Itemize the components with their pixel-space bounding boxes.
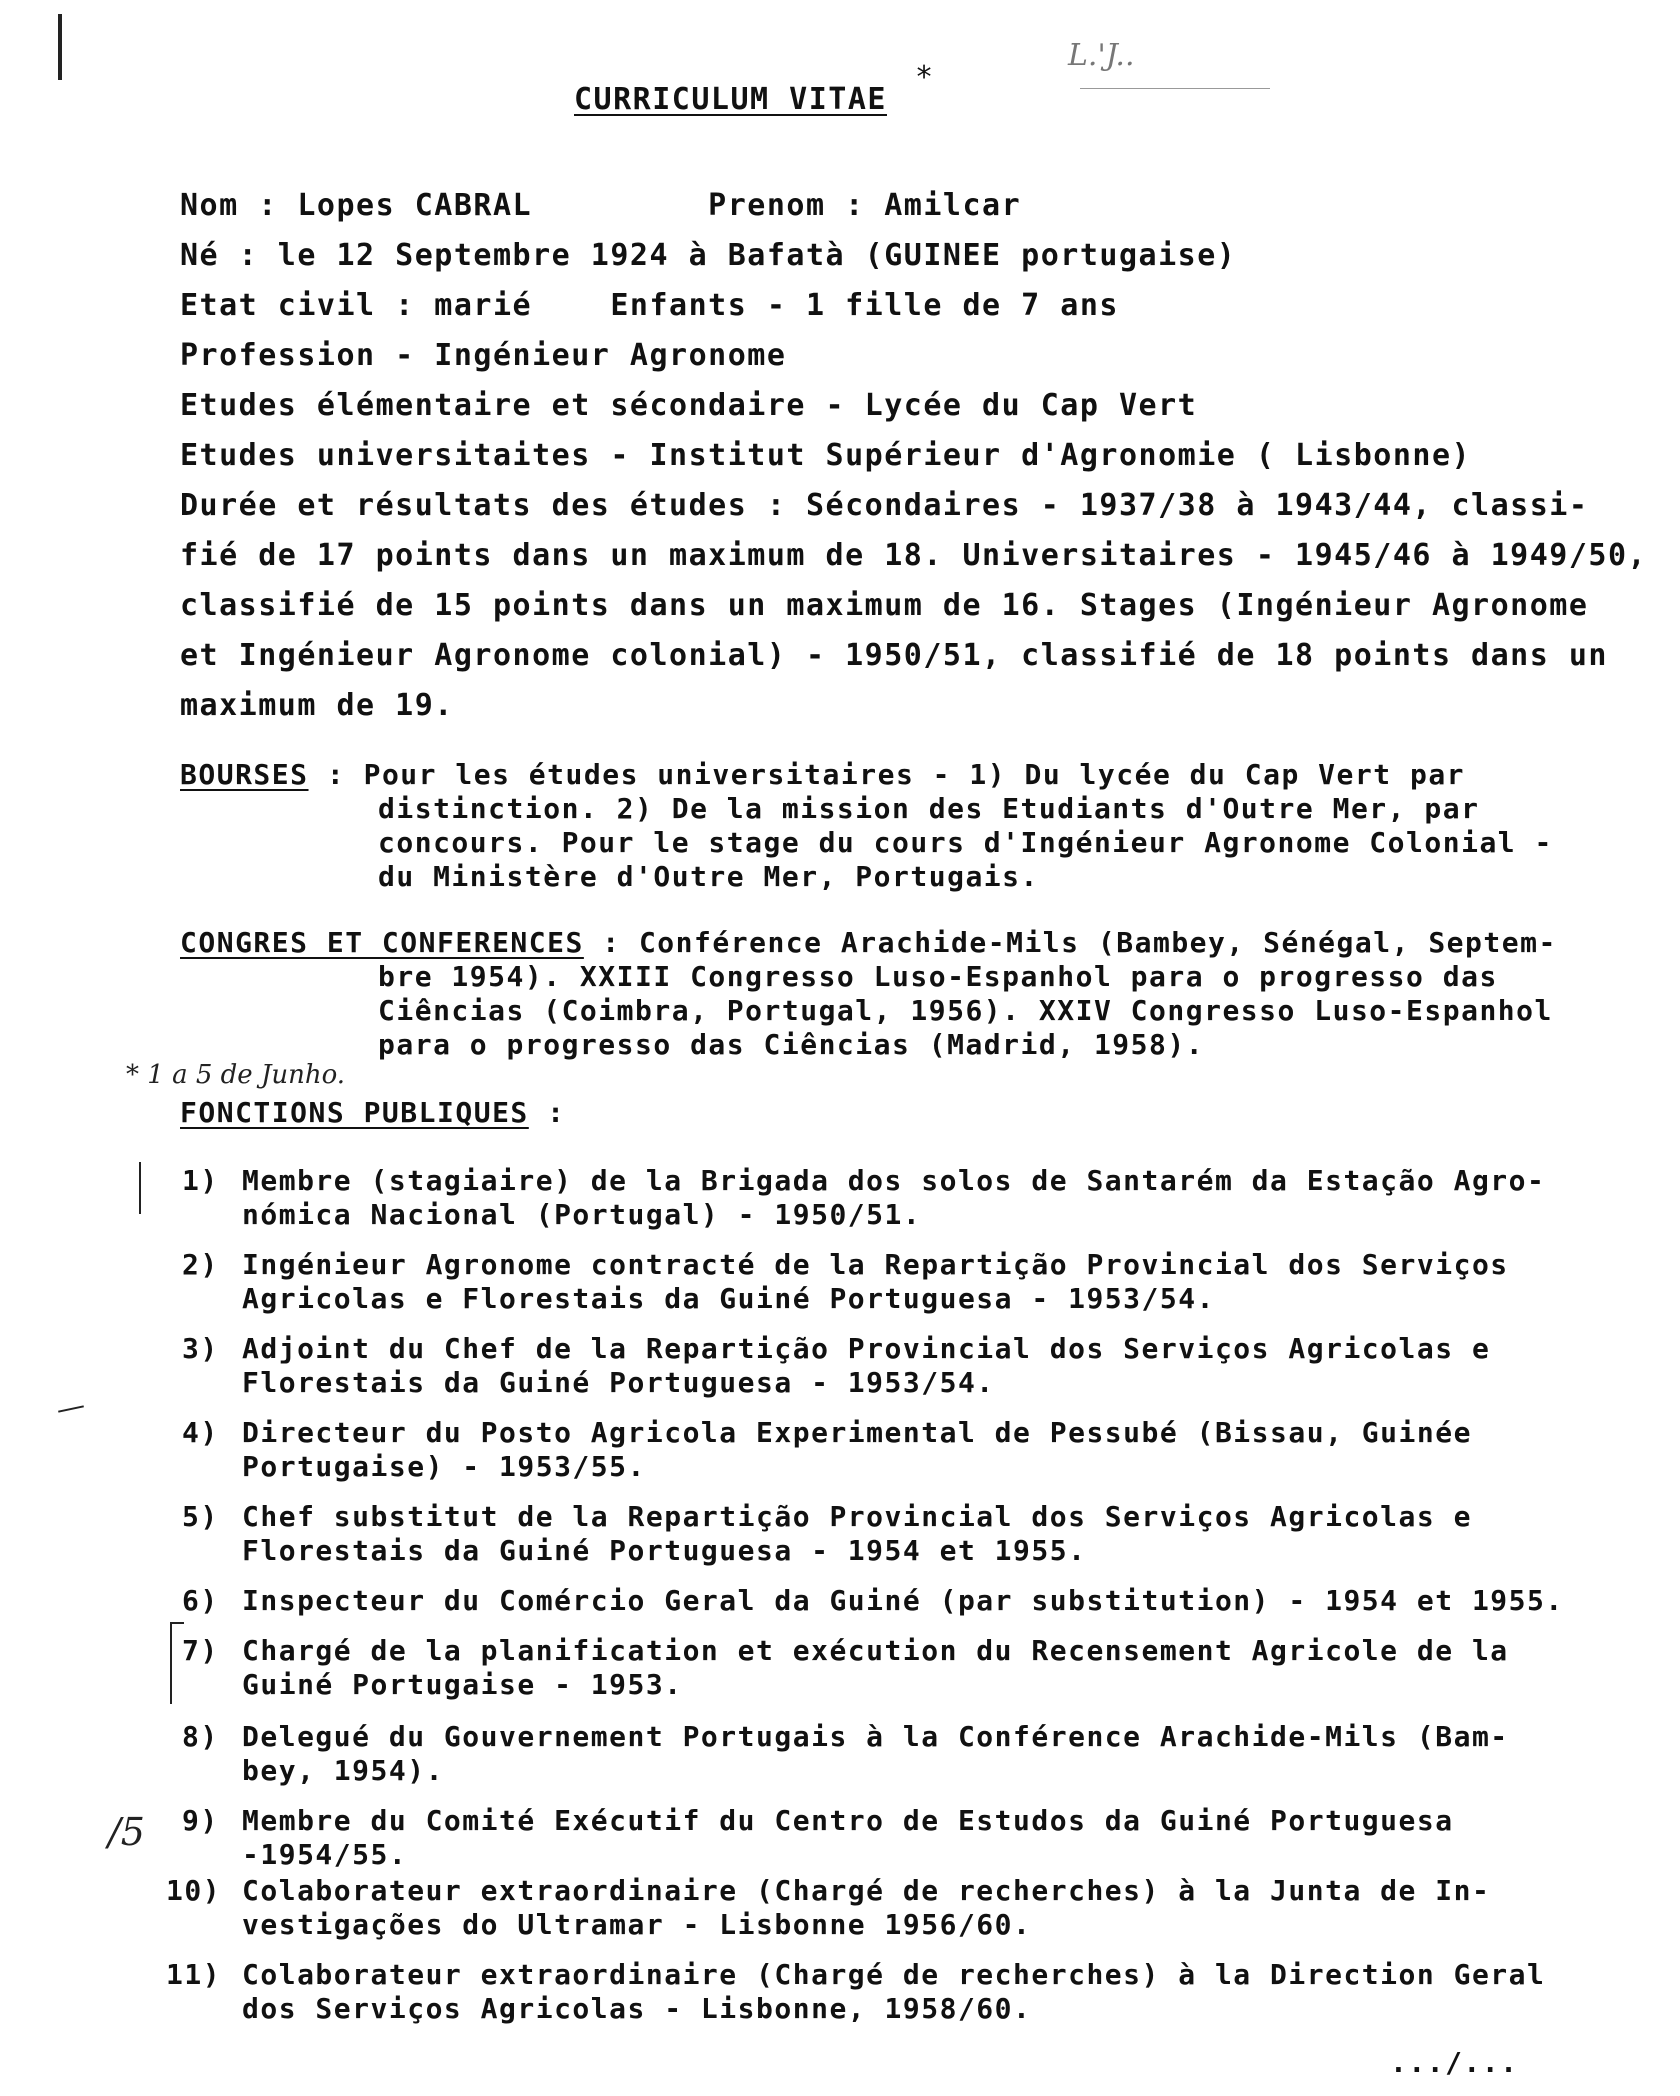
university-studies-line: Etudes universitaites - Institut Supérieur d'Agronomie ( Lisbonne)	[180, 438, 1472, 473]
name-line: Nom : Lopes CABRAL Prenom : Amilcar	[180, 188, 1022, 223]
function-line: Chef substitut de la Repartição Provincial dos Serviços Agricolas e	[242, 1500, 1472, 1533]
function-number: 1)	[182, 1164, 219, 1197]
results-line-1: Durée et résultats des études : Sécondaires - 1937/38 à 1943/44, classi-	[180, 488, 1589, 523]
margin-tick-1	[139, 1162, 141, 1214]
function-line: Florestais da Guiné Portuguesa - 1953/54.	[242, 1366, 995, 1399]
margin-bracket-top	[170, 1622, 184, 1624]
bourses-line-3: concours. Pour le stage du cours d'Ingénieur Agronome Colonial -	[378, 826, 1553, 859]
function-line: Chargé de la planification et exécution du Recensement Agricole de la	[242, 1634, 1509, 1667]
function-line: vestigações do Ultramar - Lisbonne 1956/60.	[242, 1908, 1032, 1941]
results-line-2: fié de 17 points dans un maximum de 18. Universitaires - 1945/46 à 1949/50,	[180, 538, 1648, 573]
function-line: Ingénieur Agronome contracté de la Repartição Provincial dos Serviços	[242, 1248, 1509, 1281]
congres-line-4: para o progresso das Ciências (Madrid, 1958).	[378, 1028, 1205, 1061]
bourses-line-2: distinction. 2) De la mission des Etudiants d'Outre Mer, par	[378, 792, 1480, 825]
header-scrawl-underline	[1080, 88, 1270, 89]
function-number: 8)	[182, 1720, 219, 1753]
function-line: Colaborateur extraordinaire (Chargé de recherches) à la Junta de In-	[242, 1874, 1491, 1907]
civil-status-line: Etat civil : marié Enfants - 1 fille de 7 ans	[180, 288, 1119, 323]
function-line: Inspecteur du Comércio Geral da Guiné (par substitution) - 1954 et 1955.	[242, 1584, 1564, 1617]
continuation-mark: .../...	[1390, 2046, 1519, 2079]
function-line: Florestais da Guiné Portuguesa - 1954 et 1955.	[242, 1534, 1087, 1567]
congres-line-1: : Conférence Arachide-Mils (Bambey, Sénégal, Septem-	[583, 926, 1557, 959]
function-line: Membre (stagiaire) de la Brigada dos solos de Santarém da Estação Agro-	[242, 1164, 1546, 1197]
congres-section	[180, 926, 1557, 959]
header-scrawl: L.'J..	[1068, 38, 1135, 73]
page-title: CURRICULUM VITAE	[574, 82, 887, 117]
function-line: Portugaise) - 1953/55.	[242, 1450, 646, 1483]
function-line: dos Serviços Agricolas - Lisbonne, 1958/60.	[242, 1992, 1032, 2025]
function-line: Adjoint du Chef de la Repartição Provincial dos Serviços Agricolas e	[242, 1332, 1491, 1365]
margin-mark-top-left	[58, 14, 62, 80]
function-number: 9)	[182, 1804, 219, 1837]
margin-dash	[58, 1405, 84, 1412]
congres-line-3: Ciências (Coimbra, Portugal, 1956). XXIV Congresso Luso-Espanhol	[378, 994, 1553, 1027]
function-number: 11)	[166, 1958, 222, 1991]
fonctions-heading: FONCTIONS PUBLIQUES	[180, 1096, 529, 1129]
function-number: 10)	[166, 1874, 222, 1907]
congres-line-2: bre 1954). XXIII Congresso Luso-Espanhol para o progresso das	[378, 960, 1498, 993]
function-line: -1954/55.	[242, 1838, 408, 1871]
bourses-section	[180, 758, 1465, 791]
fonctions-section	[180, 1096, 566, 1129]
title-asterisk: *	[915, 60, 934, 95]
bourses-line-1: : Pour les études universitaires - 1) Du lycée du Cap Vert par	[308, 758, 1466, 791]
function-line: nómica Nacional (Portugal) - 1950/51.	[242, 1198, 922, 1231]
function-line: Guiné Portugaise - 1953.	[242, 1668, 683, 1701]
function-line: Directeur du Posto Agricola Experimental de Pessubé (Bissau, Guinée	[242, 1416, 1472, 1449]
bourses-heading: BOURSES	[180, 758, 309, 791]
margin-page-note: /5	[108, 1810, 145, 1854]
function-number: 4)	[182, 1416, 219, 1449]
function-number: 7)	[182, 1634, 219, 1667]
function-line: Delegué du Gouvernement Portugais à la Conférence Arachide-Mils (Bam-	[242, 1720, 1509, 1753]
fonctions-heading-suffix: :	[528, 1096, 566, 1129]
function-line: Membre du Comité Exécutif du Centro de Estudos da Guiné Portuguesa	[242, 1804, 1454, 1837]
margin-bracket	[170, 1622, 172, 1704]
congres-heading: CONGRES ET CONFERENCES	[180, 926, 584, 959]
profession-line: Profession - Ingénieur Agronome	[180, 338, 787, 373]
function-number: 6)	[182, 1584, 219, 1617]
results-line-5: maximum de 19.	[180, 688, 454, 723]
bourses-line-4: du Ministère d'Outre Mer, Portugais.	[378, 860, 1039, 893]
birth-line: Né : le 12 Septembre 1924 à Bafatà (GUINEE portugaise)	[180, 238, 1237, 273]
function-number: 2)	[182, 1248, 219, 1281]
function-line: bey, 1954).	[242, 1754, 444, 1787]
function-number: 5)	[182, 1500, 219, 1533]
function-line: Agricolas e Florestais da Guiné Portuguesa - 1953/54.	[242, 1282, 1215, 1315]
elementary-studies-line: Etudes élémentaire et sécondaire - Lycée du Cap Vert	[180, 388, 1198, 423]
results-line-4: et Ingénieur Agronome colonial) - 1950/51, classifié de 18 points dans un	[180, 638, 1608, 673]
handwritten-date-note: * 1 a 5 de Junho.	[126, 1060, 346, 1090]
function-number: 3)	[182, 1332, 219, 1365]
results-line-3: classifié de 15 points dans un maximum de 16. Stages (Ingénieur Agronome	[180, 588, 1589, 623]
function-line: Colaborateur extraordinaire (Chargé de recherches) à la Direction Geral	[242, 1958, 1546, 1991]
